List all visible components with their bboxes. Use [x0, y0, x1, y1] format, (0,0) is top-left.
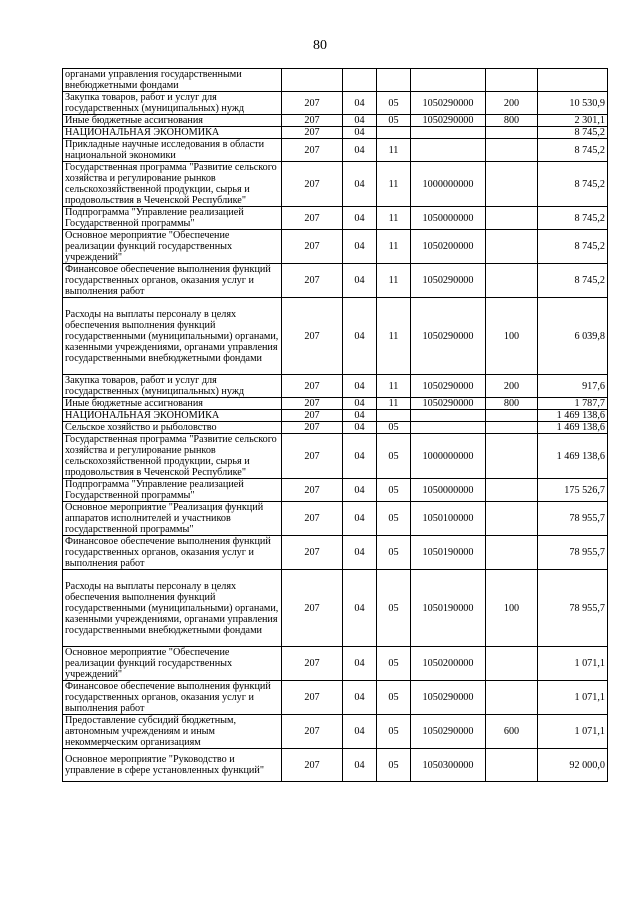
cell-name: органами управления государственными внебюджетными фондами — [63, 69, 282, 92]
cell-name: НАЦИОНАЛЬНАЯ ЭКОНОМИКА — [63, 127, 282, 139]
cell-pr: 05 — [377, 502, 411, 536]
table-row — [63, 230, 608, 264]
cell-ved: 207 — [282, 536, 343, 570]
cell-sum — [538, 69, 608, 92]
cell-ved: 207 — [282, 715, 343, 749]
table-row — [63, 434, 608, 479]
cell-vr: 600 — [486, 715, 538, 749]
cell-sum: 78 955,7 — [538, 536, 608, 570]
cell-rz: 04 — [343, 434, 377, 479]
cell-pr: 11 — [377, 230, 411, 264]
cell-pr — [377, 410, 411, 422]
cell-sum: 2 301,1 — [538, 115, 608, 127]
cell-vr — [486, 479, 538, 502]
cell-csr: 1050100000 — [411, 502, 486, 536]
cell-csr: 1000000000 — [411, 434, 486, 479]
cell-vr — [486, 127, 538, 139]
cell-pr: 05 — [377, 422, 411, 434]
cell-csr: 1050290000 — [411, 115, 486, 127]
cell-csr: 1050300000 — [411, 749, 486, 782]
cell-name: Основное мероприятие "Руководство и управление в сфере установленных функций" — [63, 749, 282, 782]
budget-table — [62, 68, 608, 782]
cell-sum: 1 071,1 — [538, 647, 608, 681]
cell-csr: 1050000000 — [411, 207, 486, 230]
page-number: 80 — [313, 38, 327, 53]
cell-vr — [486, 647, 538, 681]
cell-csr: 1050190000 — [411, 570, 486, 647]
cell-name: Подпрограмма "Управление реализацией Государственной программы" — [63, 207, 282, 230]
cell-name: Финансовое обеспечение выполнения функций государственных органов, оказания услуг и выполнения работ — [63, 264, 282, 298]
cell-rz: 04 — [343, 410, 377, 422]
cell-name: Финансовое обеспечение выполнения функций государственных органов, оказания услуг и выполнения работ — [63, 681, 282, 715]
cell-rz: 04 — [343, 139, 377, 162]
cell-csr: 1050200000 — [411, 230, 486, 264]
cell-csr — [411, 410, 486, 422]
cell-vr — [486, 422, 538, 434]
cell-sum: 78 955,7 — [538, 570, 608, 647]
cell-sum: 1 071,1 — [538, 681, 608, 715]
cell-ved: 207 — [282, 264, 343, 298]
cell-vr — [486, 230, 538, 264]
cell-csr: 1050290000 — [411, 715, 486, 749]
cell-vr — [486, 162, 538, 207]
cell-rz: 04 — [343, 127, 377, 139]
cell-pr — [377, 69, 411, 92]
cell-rz: 04 — [343, 570, 377, 647]
cell-pr: 05 — [377, 570, 411, 647]
cell-pr: 11 — [377, 162, 411, 207]
cell-vr — [486, 139, 538, 162]
cell-vr — [486, 749, 538, 782]
cell-sum: 8 745,2 — [538, 207, 608, 230]
cell-sum: 6 039,8 — [538, 298, 608, 375]
table-row — [63, 422, 608, 434]
cell-pr: 11 — [377, 207, 411, 230]
cell-csr: 1050290000 — [411, 92, 486, 115]
cell-csr — [411, 139, 486, 162]
cell-pr: 11 — [377, 298, 411, 375]
cell-sum: 1 469 138,6 — [538, 422, 608, 434]
cell-name: Основное мероприятие "Обеспечение реализации функций государственных учреждений" — [63, 647, 282, 681]
cell-sum: 92 000,0 — [538, 749, 608, 782]
cell-ved: 207 — [282, 398, 343, 410]
cell-name: Иные бюджетные ассигнования — [63, 115, 282, 127]
cell-sum: 1 787,7 — [538, 398, 608, 410]
cell-sum: 1 469 138,6 — [538, 410, 608, 422]
cell-ved: 207 — [282, 207, 343, 230]
cell-vr — [486, 207, 538, 230]
table-row — [63, 162, 608, 207]
cell-rz: 04 — [343, 715, 377, 749]
cell-rz: 04 — [343, 502, 377, 536]
cell-name: Государственная программа "Развитие сельского хозяйства и регулирование рынков сельскохозяйственной продукции, сырья и продовольствия в Чеченской Республике" — [63, 162, 282, 207]
cell-vr — [486, 264, 538, 298]
cell-pr: 05 — [377, 434, 411, 479]
cell-csr: 1050290000 — [411, 681, 486, 715]
cell-name: Сельское хозяйство и рыболовство — [63, 422, 282, 434]
table-row — [63, 536, 608, 570]
table-row — [63, 207, 608, 230]
cell-ved: 207 — [282, 749, 343, 782]
cell-csr: 1050290000 — [411, 375, 486, 398]
cell-pr: 05 — [377, 536, 411, 570]
cell-rz: 04 — [343, 479, 377, 502]
cell-name: Расходы на выплаты персоналу в целях обеспечения выполнения функций государственными (муниципальными) органами, казенными учреждениями, органами управления государственными внебюджетными фондами — [63, 570, 282, 647]
cell-vr — [486, 502, 538, 536]
cell-pr: 05 — [377, 749, 411, 782]
cell-pr: 05 — [377, 715, 411, 749]
cell-vr: 100 — [486, 570, 538, 647]
cell-vr: 200 — [486, 92, 538, 115]
cell-rz: 04 — [343, 207, 377, 230]
cell-csr: 1000000000 — [411, 162, 486, 207]
cell-ved: 207 — [282, 681, 343, 715]
cell-vr: 200 — [486, 375, 538, 398]
cell-csr: 1050290000 — [411, 264, 486, 298]
cell-vr: 800 — [486, 115, 538, 127]
cell-ved: 207 — [282, 139, 343, 162]
cell-sum: 8 745,2 — [538, 139, 608, 162]
cell-rz: 04 — [343, 749, 377, 782]
table-row — [63, 715, 608, 749]
cell-vr — [486, 434, 538, 479]
cell-ved — [282, 69, 343, 92]
cell-pr: 11 — [377, 375, 411, 398]
cell-pr: 11 — [377, 398, 411, 410]
cell-ved: 207 — [282, 570, 343, 647]
cell-sum: 1 469 138,6 — [538, 434, 608, 479]
table-row — [63, 127, 608, 139]
cell-name: Государственная программа "Развитие сельского хозяйства и регулирование рынков сельскохозяйственной продукции, сырья и продовольствия в Чеченской Республике" — [63, 434, 282, 479]
cell-ved: 207 — [282, 162, 343, 207]
table-row — [63, 115, 608, 127]
cell-name: Закупка товаров, работ и услуг для государственных (муниципальных) нужд — [63, 375, 282, 398]
cell-rz: 04 — [343, 264, 377, 298]
cell-csr: 1050200000 — [411, 647, 486, 681]
cell-name: Иные бюджетные ассигнования — [63, 398, 282, 410]
cell-csr — [411, 422, 486, 434]
cell-csr: 1050290000 — [411, 398, 486, 410]
cell-sum: 1 071,1 — [538, 715, 608, 749]
cell-ved: 207 — [282, 92, 343, 115]
cell-rz: 04 — [343, 647, 377, 681]
cell-rz: 04 — [343, 681, 377, 715]
cell-ved: 207 — [282, 298, 343, 375]
cell-vr: 800 — [486, 398, 538, 410]
table-body — [63, 69, 608, 782]
cell-name: Прикладные научные исследования в области национальной экономики — [63, 139, 282, 162]
cell-sum: 175 526,7 — [538, 479, 608, 502]
cell-ved: 207 — [282, 647, 343, 681]
cell-name: Расходы на выплаты персоналу в целях обеспечения выполнения функций государственными (муниципальными) органами, казенными учреждениями, органами управления государственными внебюджетными фондами — [63, 298, 282, 375]
cell-rz: 04 — [343, 92, 377, 115]
cell-name: Предоставление субсидий бюджетным, автономным учреждениям и иным некоммерческим организациям — [63, 715, 282, 749]
cell-ved: 207 — [282, 230, 343, 264]
cell-csr — [411, 69, 486, 92]
cell-ved: 207 — [282, 410, 343, 422]
cell-sum: 8 745,2 — [538, 162, 608, 207]
cell-vr — [486, 681, 538, 715]
cell-rz: 04 — [343, 298, 377, 375]
cell-name: Финансовое обеспечение выполнения функций государственных органов, оказания услуг и выполнения работ — [63, 536, 282, 570]
cell-name: Основное мероприятие "Обеспечение реализации функций государственных учреждений" — [63, 230, 282, 264]
table-row — [63, 139, 608, 162]
table-row — [63, 264, 608, 298]
cell-vr: 100 — [486, 298, 538, 375]
table-row — [63, 502, 608, 536]
cell-rz: 04 — [343, 398, 377, 410]
cell-pr: 11 — [377, 139, 411, 162]
cell-rz: 04 — [343, 162, 377, 207]
table-row — [63, 570, 608, 647]
cell-vr — [486, 536, 538, 570]
cell-sum: 8 745,2 — [538, 264, 608, 298]
cell-ved: 207 — [282, 434, 343, 479]
cell-rz: 04 — [343, 375, 377, 398]
cell-vr — [486, 69, 538, 92]
cell-name: Подпрограмма "Управление реализацией Государственной программы" — [63, 479, 282, 502]
cell-csr — [411, 127, 486, 139]
table-row — [63, 398, 608, 410]
cell-vr — [486, 410, 538, 422]
cell-rz: 04 — [343, 115, 377, 127]
cell-name: НАЦИОНАЛЬНАЯ ЭКОНОМИКА — [63, 410, 282, 422]
table-row — [63, 298, 608, 375]
cell-pr: 11 — [377, 264, 411, 298]
cell-csr: 1050290000 — [411, 298, 486, 375]
table-row — [63, 375, 608, 398]
table-row — [63, 479, 608, 502]
cell-ved: 207 — [282, 422, 343, 434]
cell-sum: 8 745,2 — [538, 230, 608, 264]
cell-sum: 8 745,2 — [538, 127, 608, 139]
cell-pr: 05 — [377, 479, 411, 502]
cell-ved: 207 — [282, 375, 343, 398]
cell-csr: 1050190000 — [411, 536, 486, 570]
cell-name: Закупка товаров, работ и услуг для государственных (муниципальных) нужд — [63, 92, 282, 115]
table-row — [63, 410, 608, 422]
table-row — [63, 681, 608, 715]
cell-pr: 05 — [377, 647, 411, 681]
cell-ved: 207 — [282, 115, 343, 127]
cell-pr: 05 — [377, 681, 411, 715]
table-row — [63, 647, 608, 681]
cell-rz: 04 — [343, 536, 377, 570]
table-row — [63, 69, 608, 92]
cell-rz — [343, 69, 377, 92]
cell-ved: 207 — [282, 479, 343, 502]
cell-csr: 1050000000 — [411, 479, 486, 502]
table-row — [63, 749, 608, 782]
cell-sum: 78 955,7 — [538, 502, 608, 536]
cell-rz: 04 — [343, 422, 377, 434]
cell-rz: 04 — [343, 230, 377, 264]
cell-sum: 917,6 — [538, 375, 608, 398]
table-row — [63, 92, 608, 115]
cell-pr — [377, 127, 411, 139]
cell-pr: 05 — [377, 115, 411, 127]
cell-ved: 207 — [282, 127, 343, 139]
cell-pr: 05 — [377, 92, 411, 115]
cell-name: Основное мероприятие "Реализация функций аппаратов исполнителей и участников государственной программы" — [63, 502, 282, 536]
cell-sum: 10 530,9 — [538, 92, 608, 115]
cell-ved: 207 — [282, 502, 343, 536]
